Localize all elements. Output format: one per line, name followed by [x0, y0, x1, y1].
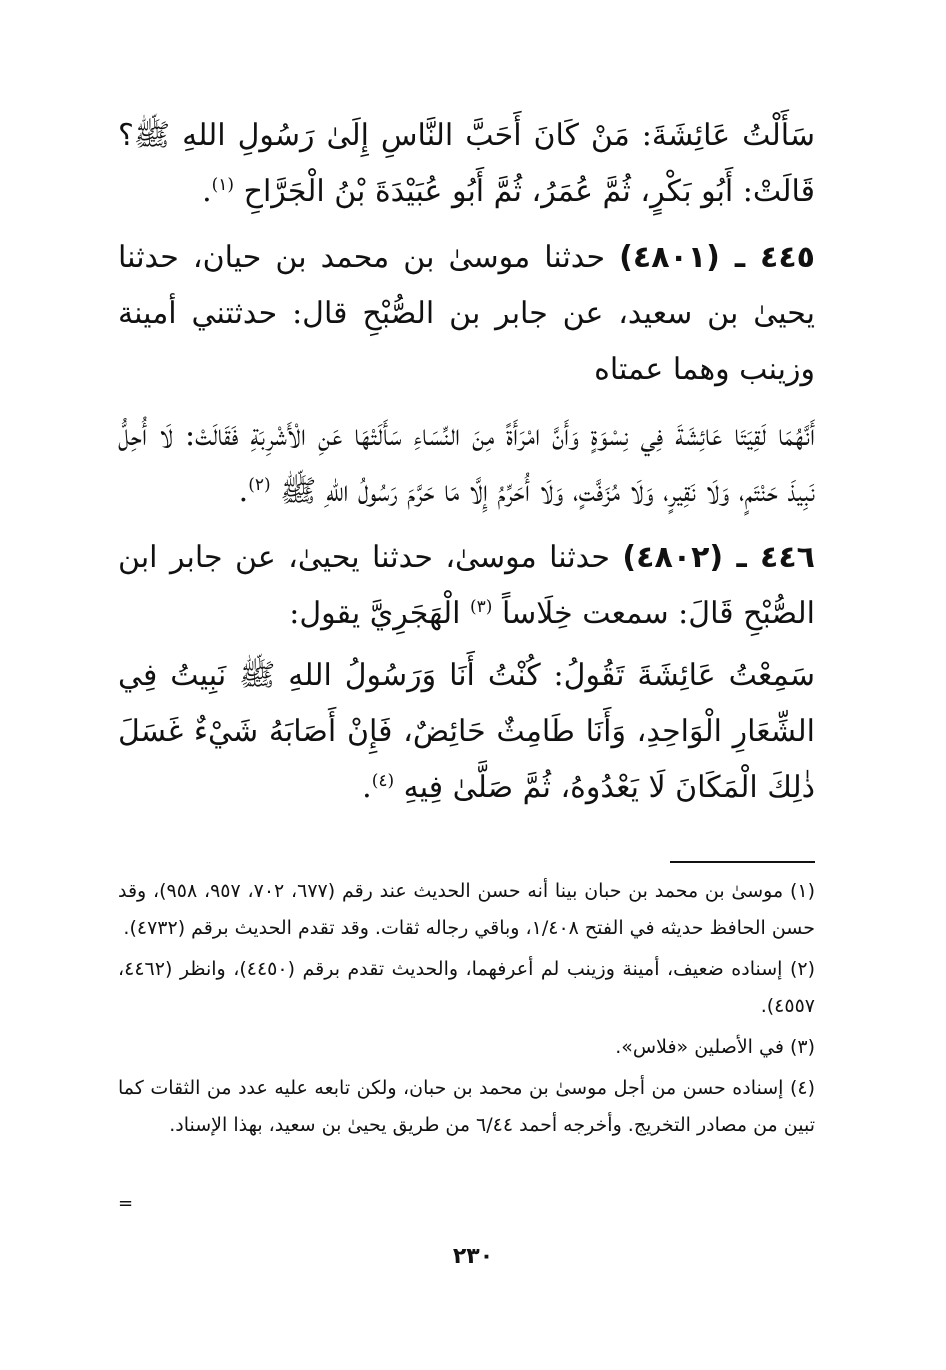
- isnad-text: حدثنا موسىٰ، حدثنا يحيىٰ، عن جابر ابن الصُّبْحِ قَالَ: سمعت خِلَاساً: [118, 540, 815, 631]
- footnote-2: (٢) إسناده ضعيف، أمينة وزينب لم أعرفهما، والحديث تقدم برقم (٤٤٥٠)، وانظر (٤٤٦٢، ٤٥٥٧).: [118, 958, 815, 1017]
- paragraph-aisha-question: [118, 108, 815, 220]
- footnote-3: (٣) في الأصلين «فلاس».: [615, 1036, 815, 1058]
- isnad-text: حدثنا موسىٰ بن محمد بن حيان، حدثنا يحيىٰ بن سعيد، عن جابر بن الصُّبْحِ قال: حدثتني أمينة وزينب وهما عمتاه: [118, 240, 815, 387]
- hadith-number: ٤٤٦ ـ (٤٨٠٢): [622, 540, 815, 575]
- hadith-445-matn: [118, 408, 815, 520]
- footnote-ref-1: (١): [211, 175, 235, 195]
- main-text: [118, 108, 815, 826]
- full-stop: .: [362, 770, 372, 805]
- footnote-separator: [670, 861, 815, 863]
- footnote-ref-2: (٢): [248, 475, 271, 495]
- footnote-1: (١) موسىٰ بن محمد بن حبان بينا أنه حسن الحديث عند رقم (٦٧٧، ٧٠٢، ٩٥٧، ٩٥٨)، وقد حسن الحافظ حديثه في الفتح ١/٤٠٨، وباقي رجاله ثقات. وقد تقدم الحديث برقم (٤٧٣٢).: [118, 880, 815, 939]
- hadith-446-isnad: [118, 530, 815, 642]
- full-stop: .: [202, 174, 212, 209]
- footnote-ref-3: (٣): [469, 597, 493, 617]
- hadith-number: ٤٤٥ ـ (٤٨٠١): [619, 240, 815, 275]
- page-number: ٢٣٠: [452, 1244, 494, 1269]
- isnad-text-end: الْهَجَرِيَّ يقول:: [289, 596, 461, 631]
- footnotes: [118, 873, 815, 1144]
- hadith-446-matn: [118, 648, 815, 816]
- paragraph-text: أَنَّهُمَا لَقِيَتَا عَائِشَةَ فِي نِسْوَةٍ وَأَنَّ امْرَأَةً مِنَ النِّسَاءِ سَأَلَتْهَا عَنِ الْأَشْرِبَةِ فَقَالَتْ: لَا أُحِلُّ نَبِيذَ حَنْتَمٍ، وَلَا نَقِيرٍ، وَلَا مُزَفَّتٍ، وَلَا أُحَرِّمُ إِلَّا مَا حَرَّمَ رَسُولُ اللهِ ﷺ: [118, 418, 815, 509]
- footnote-4: (٤) إسناده حسن من أجل موسىٰ بن محمد بن حبان، ولكن تابعه عليه عدد من الثقات كما تبين من مصادر التخريج. وأخرجه أحمد ٦/٤٤ من طريق يحيىٰ بن سعيد، بهذا الإسناد.: [118, 1077, 815, 1136]
- paragraph-text: سَأَلْتُ عَائِشَةَ: مَنْ كَانَ أَحَبَّ النَّاسِ إِلَىٰ رَسُولِ اللهِ ﷺ؟ قَالَتْ: أَبُو بَكْرٍ، ثُمَّ عُمَرُ، ثُمَّ أَبُو عُبَيْدَةَ بْنُ الْجَرَّاحِ: [118, 118, 815, 209]
- hadith-445-isnad: [118, 230, 815, 398]
- continuation-mark: =: [118, 1193, 134, 1214]
- footnote-ref-4: (٤): [371, 771, 395, 791]
- full-stop: .: [238, 474, 249, 509]
- paragraph-text: سَمِعْتُ عَائِشَةَ تَقُولُ: كُنْتُ أَنَا وَرَسُولُ اللهِ ﷺ نَبِيتُ فِي الشِّعَارِ الْوَاحِدِ، وَأَنَا طَامِثٌ حَائِضٌ، فَإِنْ أَصَابَهُ شَيْءٌ غَسَلَ ذٰلِكَ الْمَكَانَ لَا يَعْدُوهُ، ثُمَّ صَلَّىٰ فِيهِ: [118, 658, 815, 805]
